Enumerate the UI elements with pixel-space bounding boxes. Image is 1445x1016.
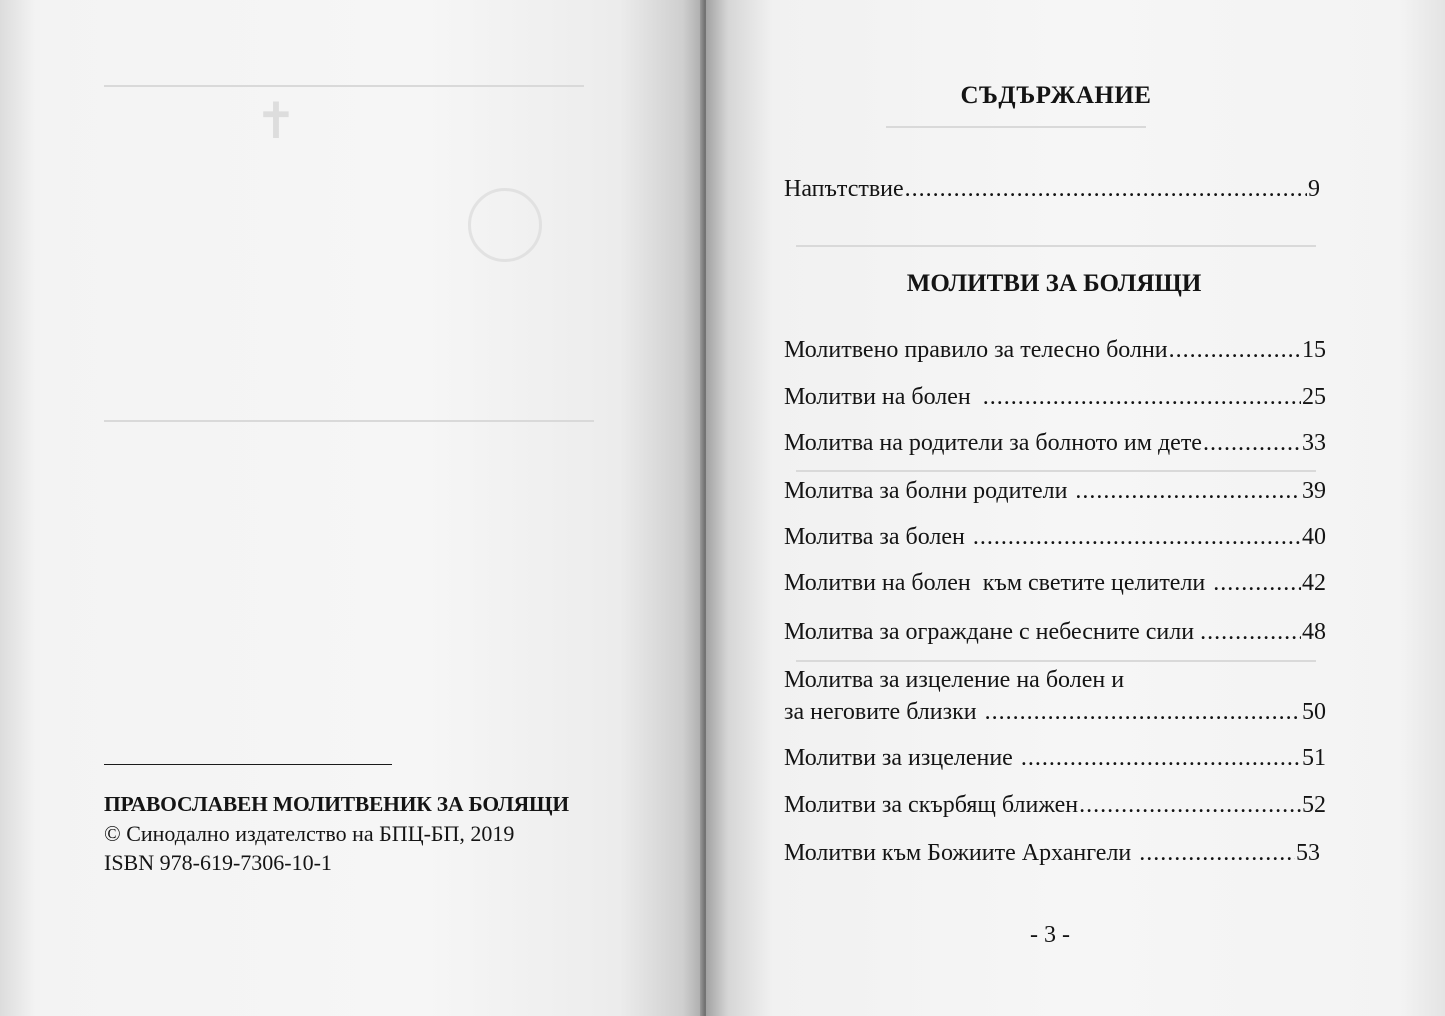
toc-leader-dots (985, 697, 1301, 727)
toc-entry-page: 42 (1302, 570, 1326, 596)
toc-entry-page: 53 (1296, 840, 1320, 866)
toc-entry (784, 568, 1326, 598)
toc-leader-dots (973, 522, 1301, 552)
toc-entry-title: Молитви към Божиите Архангели (784, 840, 1132, 866)
show-through-medallion (468, 188, 542, 262)
show-through-rule (796, 245, 1316, 247)
toc-entry-title: Молитва за болни родители (784, 478, 1068, 504)
left-page (0, 0, 704, 1016)
toc-leader-dots (983, 382, 1301, 412)
toc-entry-page: 51 (1302, 745, 1326, 771)
isbn-line: ISBN 978-619-7306-10-1 (104, 850, 332, 875)
copyright-line: © Синодално издателство на БПЦ-БП, 2019 (104, 821, 515, 846)
toc-entry-page: 9 (1308, 176, 1320, 202)
toc-entry (784, 174, 1320, 204)
toc-entry (784, 476, 1326, 506)
toc-entry-title-line1: Молитва за изцеление на болен и (784, 667, 1125, 693)
toc-leader-dots (1079, 790, 1301, 820)
toc-entry-page: 39 (1302, 478, 1326, 504)
toc-entry-page: 50 (1302, 699, 1326, 725)
toc-entry-title: Напътствие (784, 176, 904, 202)
toc-leader-dots (1213, 568, 1301, 598)
page-number: - 3 - (1030, 922, 1070, 948)
toc-entry-title: Молитви на болен (784, 384, 971, 410)
toc-entry (784, 838, 1320, 868)
toc-leader-dots (1169, 335, 1301, 365)
toc-entry (784, 428, 1326, 458)
toc-entry (784, 522, 1326, 552)
show-through-cross: ✝ (255, 93, 297, 149)
toc-leader-dots (1075, 476, 1301, 506)
show-through-rule (104, 420, 594, 422)
toc-entry (784, 617, 1326, 647)
toc-entry-page: 33 (1302, 430, 1326, 456)
toc-entry-title: Молитва на родители за болното им дете (784, 430, 1202, 456)
toc-entry-title: Молитви за скърбящ ближен (784, 792, 1079, 818)
toc-leader-dots (905, 174, 1307, 204)
show-through-rule (796, 470, 1316, 472)
toc-leader-dots (1021, 743, 1301, 773)
toc-entry (784, 382, 1326, 412)
toc-entry-title: Молитви на болен към светите целители (784, 570, 1206, 596)
toc-entry-page: 52 (1302, 792, 1326, 818)
show-through-rule (796, 660, 1316, 662)
imprint-block (104, 790, 664, 877)
toc-entry (784, 697, 1326, 727)
section-heading: МОЛИТВИ ЗА БОЛЯЩИ (906, 270, 1202, 297)
imprint-divider (104, 764, 392, 765)
toc-entry-title-line2: за неговите близки (784, 699, 977, 725)
toc-entry-page: 15 (1302, 337, 1326, 363)
contents-heading: СЪДЪРЖАНИЕ (960, 82, 1152, 109)
toc-entry-title: Молитва за ограждане с небесните сили (784, 619, 1195, 645)
toc-leader-dots (1200, 617, 1301, 647)
toc-entry-page: 48 (1302, 619, 1326, 645)
toc-entry-title: Молитви за изцеление (784, 745, 1013, 771)
toc-leader-dots (1139, 838, 1295, 868)
show-through-rule (104, 85, 584, 87)
toc-entry-title: Молитва за болен (784, 524, 965, 550)
toc-leader-dots (1203, 428, 1301, 458)
toc-entry (784, 743, 1326, 773)
toc-entry (784, 335, 1326, 365)
toc-entry (784, 790, 1326, 820)
toc-entry-title: Молитвено правило за телесно болни (784, 337, 1168, 363)
toc-entry-page: 25 (1302, 384, 1326, 410)
book-title: ПРАВОСЛАВЕН МОЛИТВЕНИК ЗА БОЛЯЩИ (104, 792, 569, 816)
toc-entry-page: 40 (1302, 524, 1326, 550)
show-through-rule (886, 126, 1146, 128)
